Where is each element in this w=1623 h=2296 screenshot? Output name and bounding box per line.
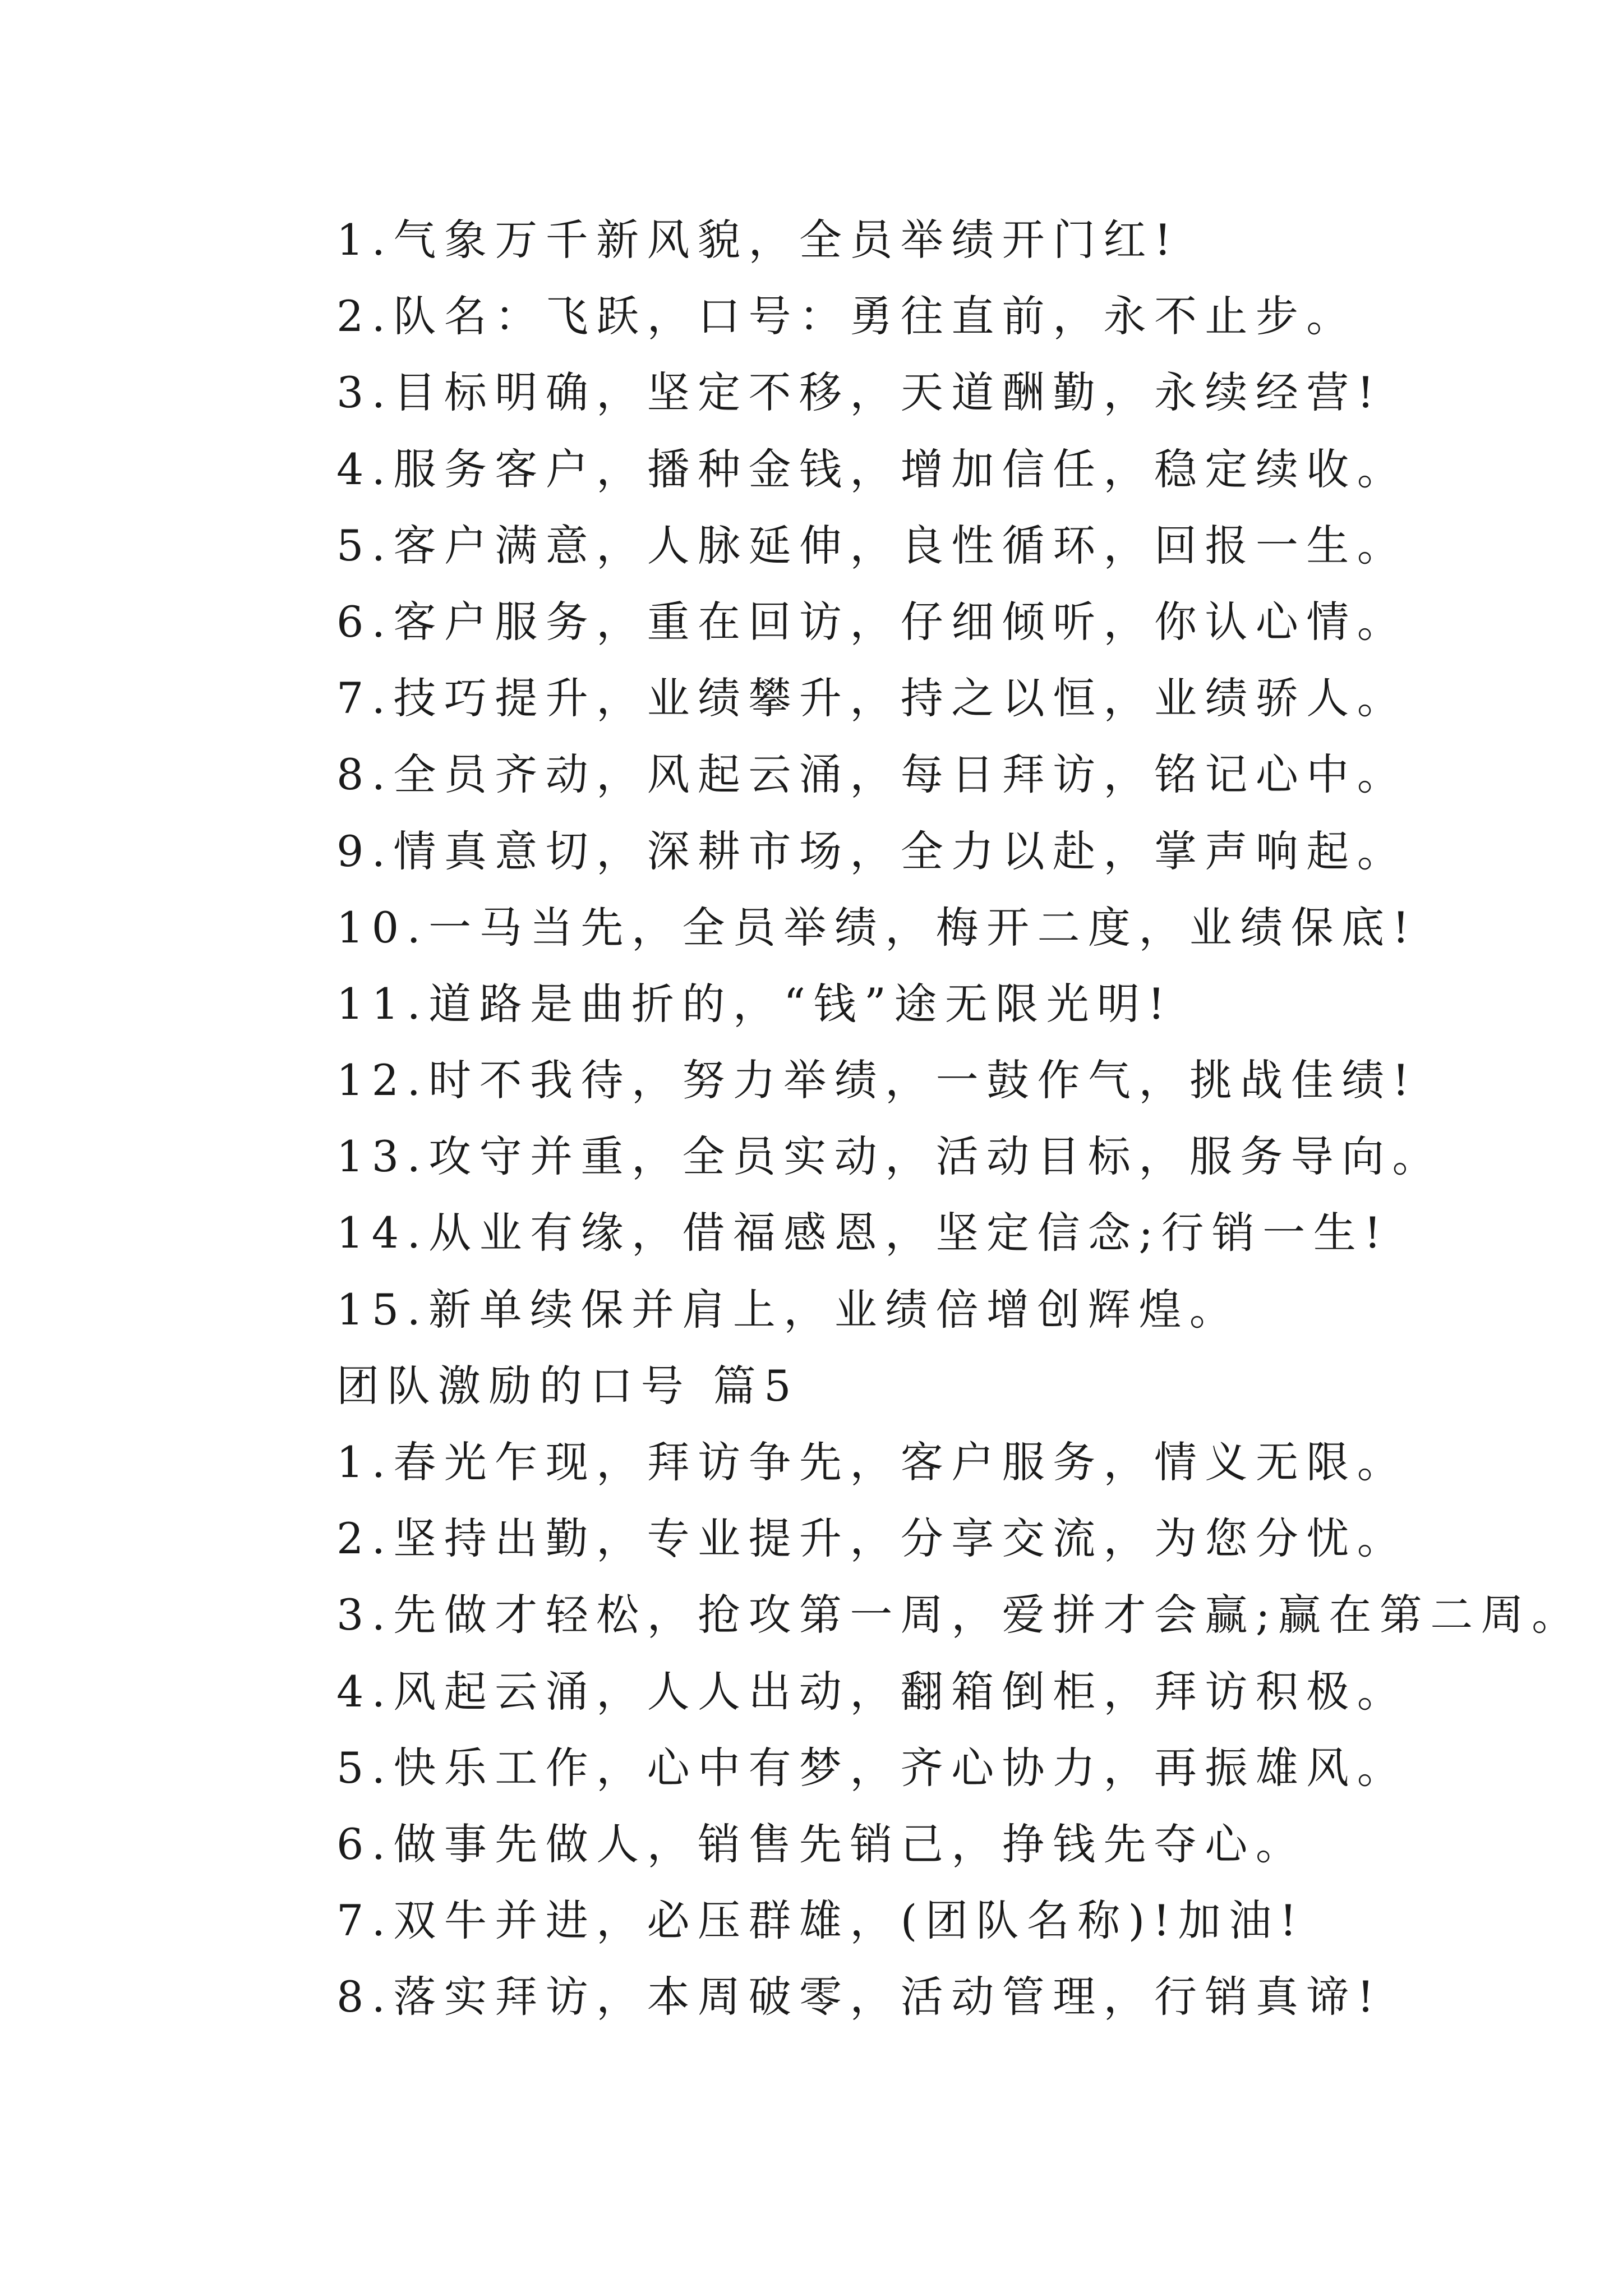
slogan-line: 9.情真意切，深耕市场，全力以赴，掌声响起。 (336, 826, 1408, 876)
slogan-line: 5.客户满意，人脉延伸，良性循环，回报一生。 (336, 520, 1408, 570)
slogan-line: 7.双牛并进，必压群雄，(团队名称)!加油! (336, 1895, 1305, 1946)
slogan-line: 3.目标明确，坚定不移，天道酬勤，永续经营! (336, 367, 1382, 418)
slogan-line: 4.服务客户，播种金钱，增加信任，稳定续收。 (336, 444, 1408, 494)
slogan-line: 8.落实拜访，本周破零，活动管理，行销真谛! (336, 1972, 1382, 2022)
slogan-line: 13.攻守并重，全员实动，活动目标，服务导向。 (336, 1131, 1443, 1182)
slogan-line: 11.道路是曲折的，“钱”途无限光明! (336, 978, 1173, 1029)
slogan-line: 8.全员齐动，风起云涌，每日拜访，铭记心中。 (336, 749, 1408, 800)
slogan-line: 10.一马当先，全员举绩，梅开二度，业绩保底! (336, 902, 1418, 953)
slogan-line: 6.客户服务，重在回访，仔细倾听，你认心情。 (336, 596, 1408, 647)
slogan-line: 15.新单续保并肩上，业绩倍增创辉煌。 (336, 1284, 1241, 1335)
document-body (336, 202, 1593, 2036)
slogan-line: 7.技巧提升，业绩攀升，持之以恒，业绩骄人。 (336, 673, 1408, 724)
slogan-line: 12.时不我待，努力举绩，一鼓作气，挑战佳绩! (336, 1055, 1418, 1106)
slogan-line: 2.坚持出勤，专业提升，分享交流，为您分忧。 (336, 1513, 1408, 1564)
slogan-line: 1.春光乍现，拜访争先，客户服务，情义无限。 (336, 1437, 1408, 1487)
section-heading: 团队激励的口号 篇5 (336, 1360, 799, 1411)
slogan-line: 14.从业有缘，借福感恩，坚定信念;行销一生! (336, 1208, 1390, 1258)
slogan-line: 4.风起云涌，人人出动，翻箱倒柜，拜访积极。 (336, 1666, 1408, 1717)
slogan-line: 2.队名：飞跃，口号：勇往直前，永不止步。 (336, 291, 1357, 342)
slogan-line: 5.快乐工作，心中有梦，齐心协力，再振雄风。 (336, 1742, 1408, 1793)
slogan-line: 6.做事先做人，销售先销己，挣钱先夺心。 (336, 1819, 1307, 1869)
slogan-line: 1.气象万千新风貌，全员举绩开门红! (336, 215, 1179, 265)
slogan-line: 3.先做才轻松，抢攻第一周，爱拼才会赢;赢在第二周。 (336, 1590, 1583, 1640)
